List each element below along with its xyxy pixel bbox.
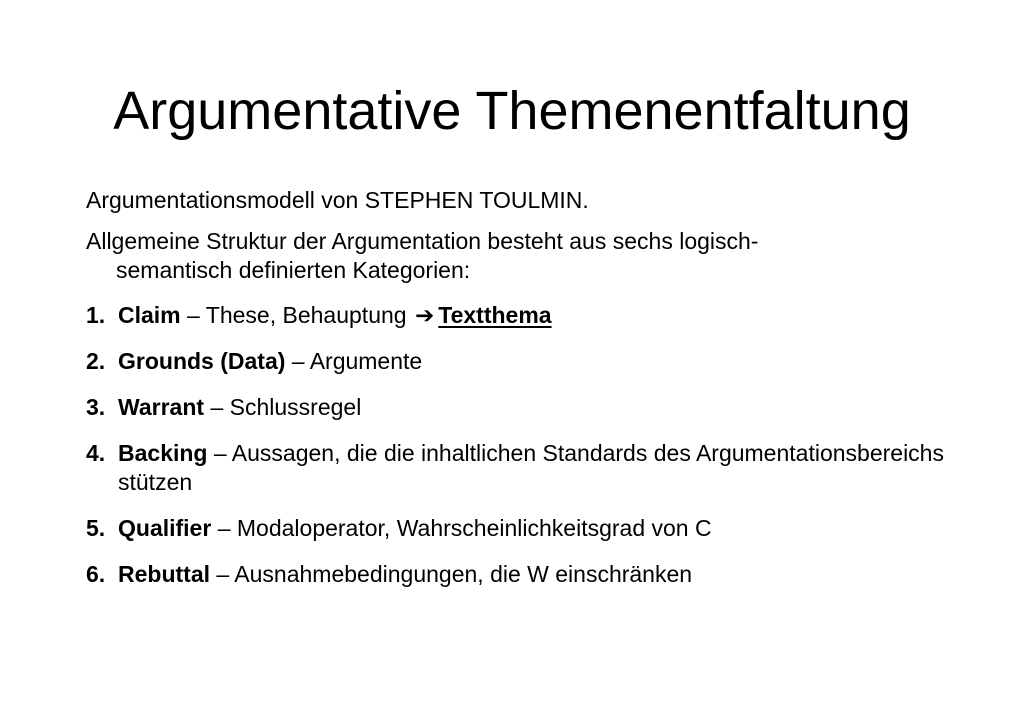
description-backing: – Aussagen, die die inhaltlichen Standards des Argumentationsbereichs stützen [118, 440, 944, 495]
list-item-grounds [86, 347, 946, 376]
description-claim: – These, Behauptung [180, 302, 407, 328]
term-warrant: Warrant [118, 394, 205, 420]
list-item-rebuttal [86, 560, 946, 589]
list-item-qualifier [86, 514, 946, 543]
list-item-warrant [86, 393, 946, 422]
list-number: 3. [86, 394, 106, 420]
list-number: 5. [86, 515, 106, 541]
list-number: 6. [86, 561, 106, 587]
term-grounds: Grounds (Data) [118, 348, 286, 374]
description-grounds: – Argumente [285, 348, 423, 374]
target-textthema: Textthema [438, 302, 552, 328]
intro-text: Argumentationsmodell von STEPHEN TOULMIN. [86, 187, 589, 213]
slide-body [86, 186, 946, 606]
arrow-right-icon: ➔ [414, 302, 435, 328]
category-list [86, 301, 946, 589]
slide-title: Argumentative Themenentfaltung [113, 81, 911, 141]
term-rebuttal: Rebuttal [118, 561, 210, 587]
structure-line-1: Allgemeine Struktur der Argumentation besteht aus sechs logisch- [86, 228, 759, 254]
list-number: 1. [86, 302, 106, 328]
term-backing: Backing [118, 440, 208, 466]
structure-text [86, 227, 946, 285]
structure-line-2: semantisch definierten Kategorien: [116, 257, 471, 283]
list-item-backing [86, 439, 946, 497]
list-number: 4. [86, 440, 106, 466]
description-rebuttal: – Ausnahmebedingungen, die W einschränken [210, 561, 693, 587]
term-claim: Claim [118, 302, 181, 328]
term-qualifier: Qualifier [118, 515, 212, 541]
list-item-claim [86, 301, 946, 330]
list-number: 2. [86, 348, 106, 374]
description-warrant: – Schlussregel [204, 394, 362, 420]
description-qualifier: – Modaloperator, Wahrscheinlichkeitsgrad von C [211, 515, 712, 541]
